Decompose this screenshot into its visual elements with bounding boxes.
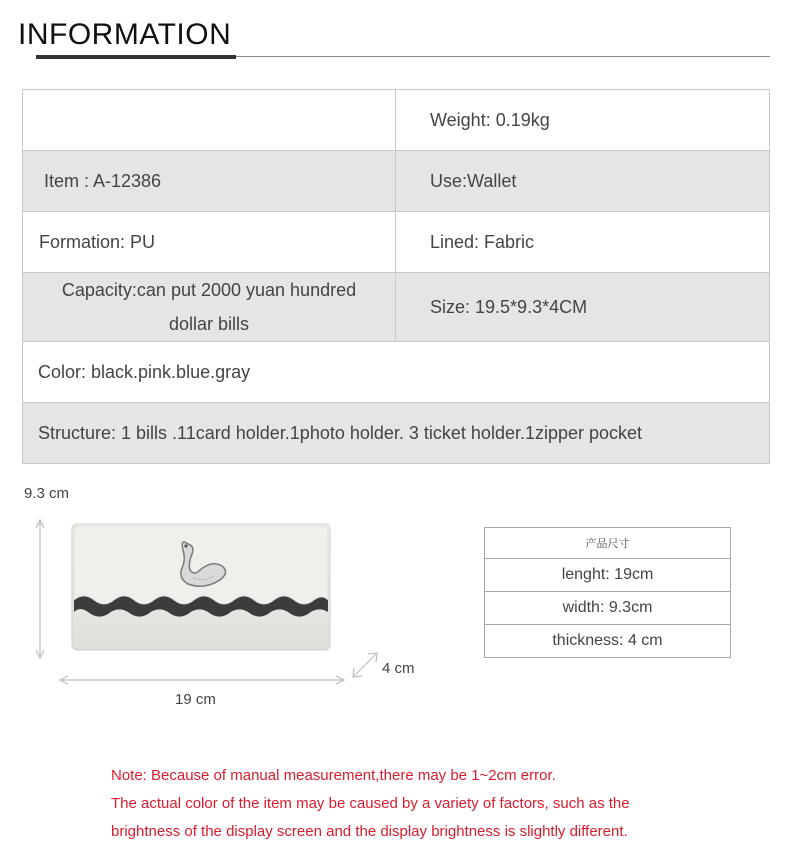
- note-line-2: The actual color of the item may be caused by a variety of factors, such as the: [111, 795, 630, 812]
- dimension-arrow-icon: [36, 520, 44, 658]
- spec-thickness: thickness: 4 cm: [485, 625, 731, 658]
- depth-label: 4 cm: [382, 660, 415, 677]
- note-line-3: brightness of the display screen and the display brightness is slightly different.: [111, 823, 628, 840]
- length-label: 19 cm: [175, 691, 216, 708]
- dimension-arrow-icon: [353, 653, 377, 677]
- spec-width: width: 9.3cm: [485, 592, 731, 625]
- table-row: [485, 625, 731, 658]
- table-row: [485, 528, 731, 559]
- structure-cell: Structure: 1 bills .11card holder.1photo holder. 3 ticket holder.1zipper pocket: [23, 403, 770, 464]
- spec-table: [484, 527, 731, 658]
- weight-cell: Weight: 0.19kg: [396, 90, 770, 151]
- height-label: 9.3 cm: [24, 485, 70, 502]
- note-line-1: Note: Because of manual measurement,there may be 1~2cm error.: [111, 767, 556, 784]
- lined-cell: Lined: Fabric: [396, 212, 770, 273]
- item-cell: Item : A-12386: [23, 151, 396, 212]
- wallet-image: [70, 520, 332, 654]
- table-row: [485, 559, 731, 592]
- color-cell: Color: black.pink.blue.gray: [23, 342, 770, 403]
- section-title: INFORMATION: [18, 18, 232, 51]
- size-cell: Size: 19.5*9.3*4CM: [396, 273, 770, 342]
- spec-title: 产品尺寸: [485, 528, 731, 559]
- use-cell: Use:Wallet: [396, 151, 770, 212]
- capacity-line-2: dollar bills: [168, 314, 250, 334]
- formation-cell: Formation: PU: [23, 212, 396, 273]
- dimension-arrow-icon: [60, 676, 344, 684]
- capacity-line-1: Capacity:can put 2000 yuan hundred: [61, 280, 357, 300]
- spec-length: lenght: 19cm: [485, 559, 731, 592]
- note-block: [111, 762, 771, 846]
- table-row: [485, 592, 731, 625]
